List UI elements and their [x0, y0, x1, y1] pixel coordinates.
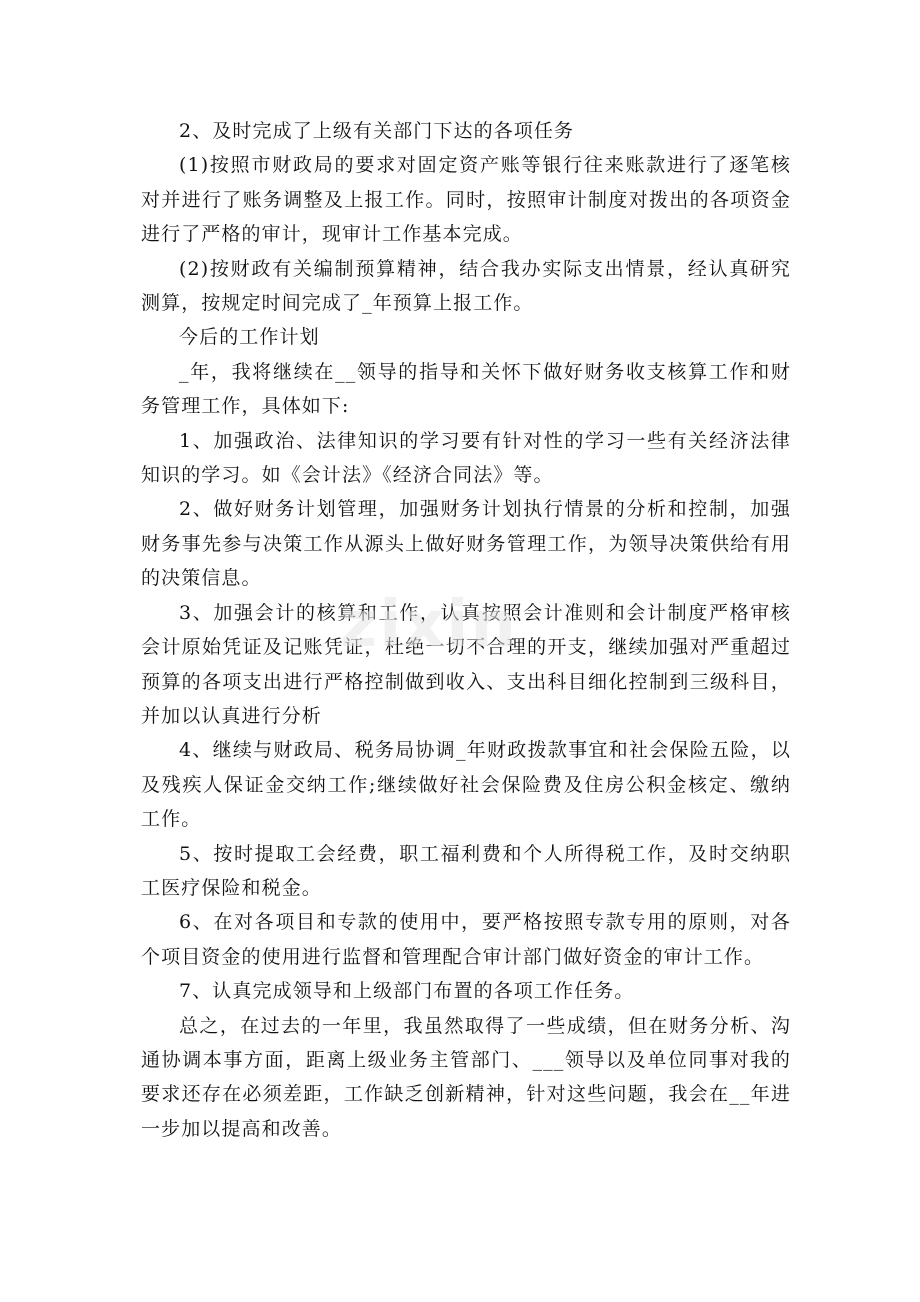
paragraph-plan-4: 4、继续与财政局、税务局协调_年财政拨款事宜和社会保险五险，以及残疾人保证金交纳工作;继续做好社会保险费及住房公积金核定、缴纳工作。 — [141, 739, 791, 831]
paragraph-plan-1: 1、加强政治、法律知识的学习要有针对性的学习一些有关经济法律知识的学习。如《会计法》《经济合同法》等。 — [141, 429, 791, 487]
document-body — [141, 114, 791, 1146]
paragraph-plan-intro: _年，我将继续在__领导的指导和关怀下做好财务收支核算工作和财务管理工作，具体如下: — [141, 360, 791, 418]
paragraph-plan-5: 5、按时提取工会经费，职工福利费和个人所得税工作，及时交纳职工医疗保险和税金。 — [141, 842, 791, 899]
paragraph-item-2: (2)按财政有关编制预算精神，结合我办实际支出情景，经认真研究测算，按规定时间完成了_年预算上报工作。 — [141, 257, 791, 315]
watermark-logo: zixin — [340, 588, 518, 662]
paragraph-plan-3: 3、加强会计的核算和工作，认真按照会计准则和会计制度严格审核会计原始凭证及记账凭证，杜绝一切不合理的开支，继续加强对严重超过预算的各项支出进行严格控制做到收入、支出科目细化控制到三级科目，并加以认真进行分析 — [141, 601, 791, 727]
paragraph-plan-6: 6、在对各项目和专款的使用中，要严格按照专款专用的原则，对各个项目资金的使用进行监督和管理配合审计部门做好资金的审计工作。 — [141, 911, 791, 968]
paragraph-item-1: (1)按照市财政局的要求对固定资产账等银行往来账款进行了逐笔核对并进行了账务调整及上报工作。同时，按照审计制度对拨出的各项资金进行了严格的审计，现审计工作基本完成。 — [141, 154, 791, 246]
paragraph-plan-7: 7、认真完成领导和上级部门布置的各项工作任务。 — [179, 980, 635, 1003]
paragraph-conclusion: 总之，在过去的一年里，我虽然取得了一些成绩，但在财务分析、沟通协调本事方面，距离上级业务主管部门、___领导以及单位同事对我的要求还存在必须差距，工作缺乏创新精神，针对这些问题，我会在__年进一步加以提高和改善。 — [141, 1014, 791, 1140]
paragraph-plan-2: 2、做好财务计划管理，加强财务计划执行情景的分析和控制，加强财务事先参与决策工作从源头上做好财务管理工作，为领导决策供给有用的决策信息。 — [141, 498, 791, 590]
paragraph-plan-heading: 今后的工作计划 — [179, 326, 320, 349]
paragraph-task-heading: 2、及时完成了上级有关部门下达的各项任务 — [179, 120, 575, 142]
